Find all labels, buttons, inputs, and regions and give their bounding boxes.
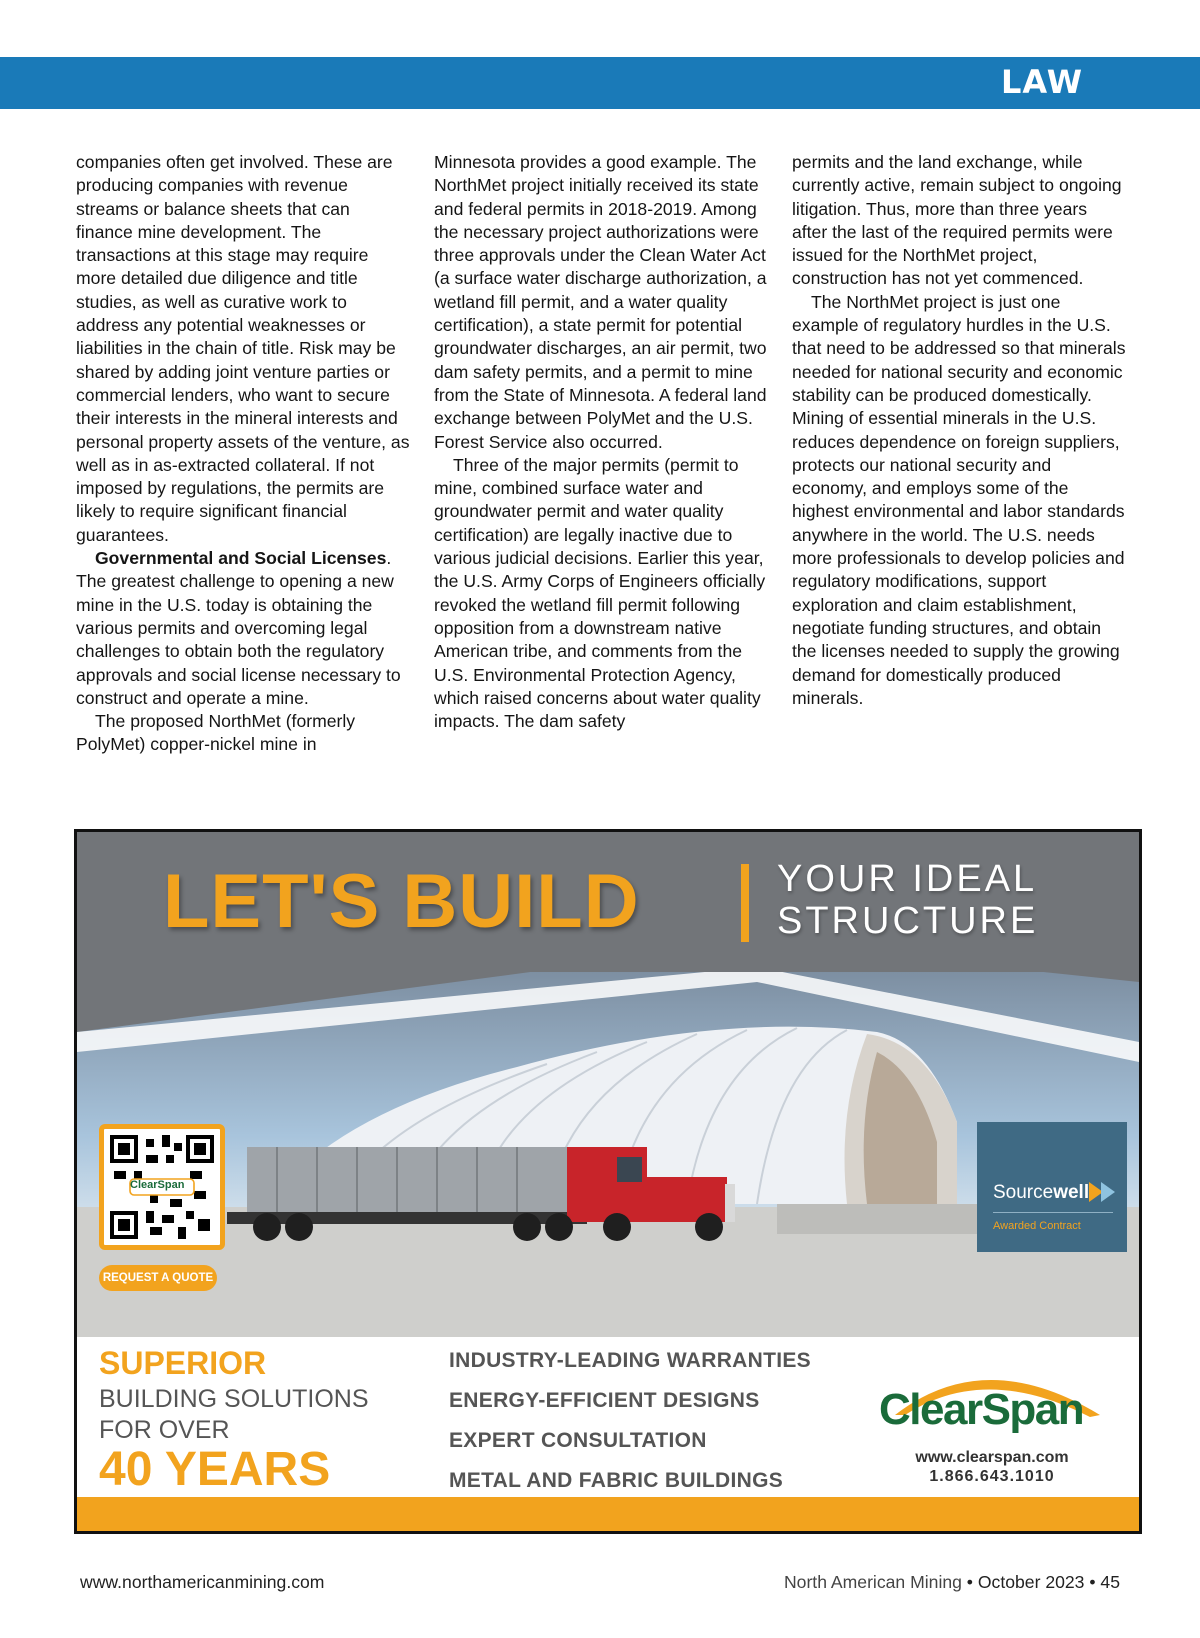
paragraph: Governmental and Social Licenses. The greatest challenge to opening a new mine in the U.S. today is obtaining the various permits and overcoming legal challenges to obtain both the regulatory approvals and social license necessary to construct and operate a mine. (76, 548, 401, 708)
sourcewell-name-b: well (1053, 1182, 1090, 1203)
sourcewell-underline (993, 1212, 1113, 1213)
feature-item: INDUSTRY-LEADING WARRANTIES (449, 1349, 811, 1372)
feature-item: EXPERT CONSULTATION (449, 1429, 707, 1452)
footer-website[interactable]: www.northamericanmining.com (80, 1572, 325, 1592)
footer-publication: North American Mining (783, 1572, 962, 1592)
footer-issue: October 2023 (977, 1572, 1085, 1592)
article-column-1 (76, 151, 411, 757)
qr-brand-label: ClearSpan (130, 1179, 185, 1191)
sourcewell-logo-icon (1089, 1182, 1115, 1202)
paragraph-text: The greatest challenge to opening a new mine in the U.S. today is obtaining the various permits and overcoming legal challenges to obtain both the regulatory approvals and social license necessary to construct and operate a mine. (76, 571, 401, 708)
headline-divider (741, 864, 749, 942)
paragraph: The NorthMet project is just one example of regulatory hurdles in the U.S. that need to be addressed so that minerals needed for national security and economic stability can be produced domestically. Mining of essential minerals in the U.S. reduces dependence on foreign suppliers, protects our national security and economy, and employs some of the highest environmental and labor standards anywhere in the world. The U.S. needs more professionals to develop policies and regulatory modifications, support exploration and claim establishment, negotiate funding structures, and obtain the licenses needed to supply the growing demand for domestically produced minerals. (792, 291, 1126, 708)
article-column-2 (434, 151, 769, 733)
feature-item: METAL AND FABRIC BUILDINGS (449, 1469, 784, 1492)
clearspan-phone: 1.866.643.1010 (929, 1468, 1055, 1485)
request-quote-button[interactable]: REQUEST A QUOTE (99, 1265, 217, 1291)
paragraph: The proposed NorthMet (formerly PolyMet) copper-nickel mine in (76, 711, 356, 755)
sourcewell-badge (977, 1122, 1127, 1252)
footer-page-number: 45 (1100, 1572, 1120, 1592)
footer-publication-info: North American Mining • October 2023 • 45 (783, 1572, 1120, 1592)
article-column-3 (792, 151, 1127, 710)
building-solutions-label: BUILDING SOLUTIONS (99, 1385, 369, 1413)
clearspan-url[interactable]: www.clearspan.com (915, 1449, 1069, 1466)
feature-item: ENERGY-EFFICIENT DESIGNS (449, 1389, 760, 1412)
clearspan-logo: ClearSpan (879, 1385, 1084, 1434)
paragraph: permits and the land exchange, while currently active, remain subject to ongoing litigation. Thus, more than three years after the last of the required permits were issued for the NorthMet project, construction has not yet commenced. (792, 152, 1122, 289)
ad-headline: LET'S BUILD (163, 859, 640, 944)
subheadline-line-1: YOUR IDEAL (777, 858, 1038, 900)
section-header-bar (0, 57, 1200, 109)
sourcewell-award: Awarded Contract (993, 1220, 1081, 1232)
for-over-label: FOR OVER (99, 1416, 230, 1444)
years-label: 40 YEARS (99, 1443, 331, 1496)
ad-bottom-panel (77, 1337, 1139, 1497)
subheadline-line-2: STRUCTURE (777, 900, 1039, 942)
paragraph: companies often get involved. These are producing companies with revenue streams or balance sheets that can finance mine development. The transactions at this stage may require more detailed due diligence and title studies, as well as curative work to address any potential weaknesses or liabilities in the chain of title. Risk may be shared by adding joint venture parties or commercial lenders, who want to secure their interests in the mineral interests and personal property assets of the venture, as well as in as-extracted collateral. If not imposed by regulations, the permits are likely to require significant financial guarantees. (76, 152, 410, 545)
clearspan-advertisement[interactable] (74, 829, 1142, 1534)
ad-headline-area (77, 832, 1139, 972)
ad-subheadline (777, 858, 1038, 942)
subheading: Governmental and Social Licenses (95, 548, 387, 569)
superior-label: SUPERIOR (99, 1345, 267, 1381)
sourcewell-name-a: Source (993, 1182, 1054, 1203)
sourcewell-name (993, 1182, 1089, 1204)
section-title: LAW (1000, 63, 1083, 101)
paragraph: Minnesota provides a good example. The NorthMet project initially received its state and federal permits in 2018-2019. Among the necessary project authorizations were three approvals under the Clean Water Act (a surface water discharge authorization, a wetland fill permit, and a water quality certification), a state permit for potential groundwater discharges, an air permit, two dam safety permits, and a permit to mine from the State of Minnesota. A federal land exchange between PolyMet and the U.S. Forest Service also occurred. (434, 152, 767, 452)
paragraph: Three of the major permits (permit to mine, combined surface water and groundwater permit and water quality certification) are legally inactive due to various judicial decisions. Earlier this year, the U.S. Army Corps of Engineers officially revoked the wetland fill permit following opposition from a downstream native American tribe, and comments from the U.S. Environmental Protection Agency, which raised concerns about water quality impacts. The dam safety (434, 454, 766, 732)
ad-orange-footer-bar (77, 1497, 1139, 1531)
qr-code[interactable] (99, 1124, 225, 1250)
ad-photo-fabric-building-truck (77, 972, 1139, 1337)
